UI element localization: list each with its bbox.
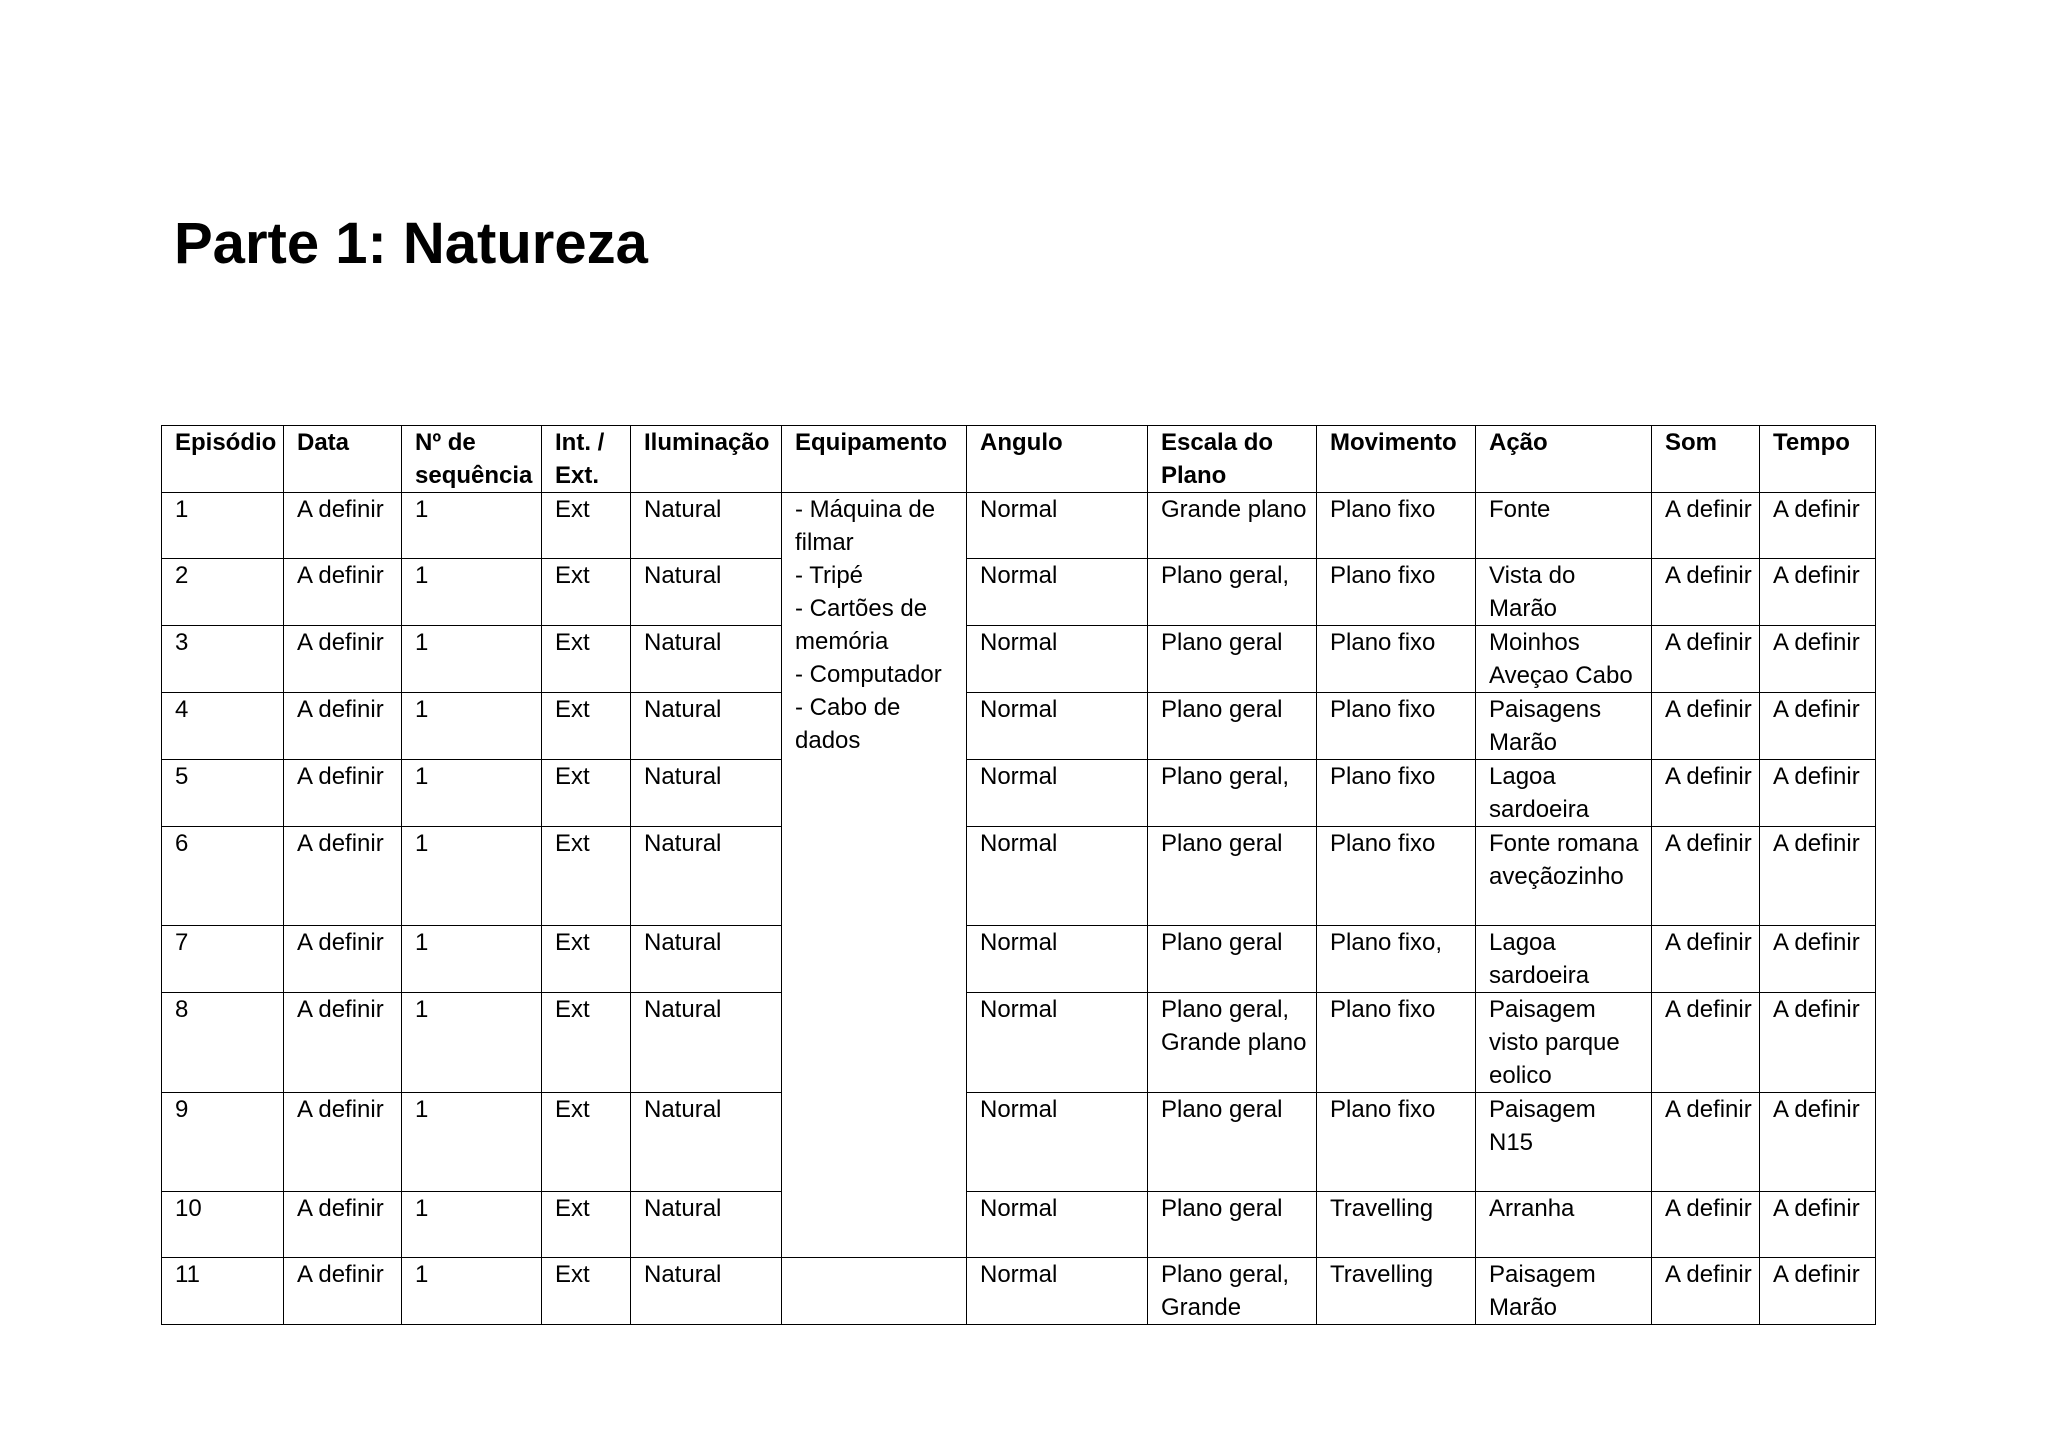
movement-cell: Plano fixo xyxy=(1317,626,1476,693)
action-cell: Paisagem Marão xyxy=(1476,1258,1652,1325)
int-ext-cell: Ext xyxy=(542,760,631,827)
lighting-cell: Natural xyxy=(631,760,782,827)
shot-scale-cell: Plano geral xyxy=(1148,626,1317,693)
int-ext-cell: Ext xyxy=(542,693,631,760)
episode-cell: 10 xyxy=(162,1192,284,1258)
int-ext-cell: Ext xyxy=(542,1093,631,1192)
header-cell: Escala do Plano xyxy=(1148,426,1317,493)
movement-cell: Travelling xyxy=(1317,1258,1476,1325)
header-cell: Ação xyxy=(1476,426,1652,493)
movement-cell: Plano fixo xyxy=(1317,993,1476,1093)
table-row xyxy=(162,926,1876,993)
equipment-cell-empty xyxy=(782,1258,967,1325)
sound-cell: A definir xyxy=(1652,626,1760,693)
int-ext-cell: Ext xyxy=(542,626,631,693)
action-cell: Fonte romana aveçãozinho xyxy=(1476,827,1652,926)
lighting-cell: Natural xyxy=(631,993,782,1093)
sound-cell: A definir xyxy=(1652,926,1760,993)
date-cell: A definir xyxy=(284,559,402,626)
time-cell: A definir xyxy=(1760,1192,1876,1258)
angle-cell: Normal xyxy=(967,559,1148,626)
int-ext-cell: Ext xyxy=(542,993,631,1093)
angle-cell: Normal xyxy=(967,493,1148,559)
angle-cell: Normal xyxy=(967,693,1148,760)
episode-cell: 2 xyxy=(162,559,284,626)
sequence-cell: 1 xyxy=(402,760,542,827)
table-row xyxy=(162,760,1876,827)
episode-cell: 4 xyxy=(162,693,284,760)
movement-cell: Plano fixo xyxy=(1317,1093,1476,1192)
episode-cell: 5 xyxy=(162,760,284,827)
date-cell: A definir xyxy=(284,1258,402,1325)
sound-cell: A definir xyxy=(1652,1093,1760,1192)
lighting-cell: Natural xyxy=(631,493,782,559)
int-ext-cell: Ext xyxy=(542,1192,631,1258)
lighting-cell: Natural xyxy=(631,626,782,693)
angle-cell: Normal xyxy=(967,993,1148,1093)
sound-cell: A definir xyxy=(1652,1192,1760,1258)
movement-cell: Plano fixo xyxy=(1317,693,1476,760)
episode-cell: 9 xyxy=(162,1093,284,1192)
lighting-cell: Natural xyxy=(631,926,782,993)
lighting-cell: Natural xyxy=(631,1093,782,1192)
lighting-cell: Natural xyxy=(631,693,782,760)
time-cell: A definir xyxy=(1760,559,1876,626)
sequence-cell: 1 xyxy=(402,626,542,693)
time-cell: A definir xyxy=(1760,827,1876,926)
action-cell: Lagoa sardoeira xyxy=(1476,926,1652,993)
shot-scale-cell: Grande plano xyxy=(1148,493,1317,559)
table-row xyxy=(162,693,1876,760)
time-cell: A definir xyxy=(1760,693,1876,760)
movement-cell: Plano fixo xyxy=(1317,760,1476,827)
page-title: Parte 1: Natureza xyxy=(174,211,648,276)
int-ext-cell: Ext xyxy=(542,926,631,993)
date-cell: A definir xyxy=(284,626,402,693)
date-cell: A definir xyxy=(284,760,402,827)
angle-cell: Normal xyxy=(967,1093,1148,1192)
movement-cell: Plano fixo xyxy=(1317,827,1476,926)
table-row xyxy=(162,493,1876,559)
action-cell: Vista do Marão xyxy=(1476,559,1652,626)
date-cell: A definir xyxy=(284,827,402,926)
int-ext-cell: Ext xyxy=(542,493,631,559)
angle-cell: Normal xyxy=(967,827,1148,926)
sequence-cell: 1 xyxy=(402,1192,542,1258)
sound-cell: A definir xyxy=(1652,693,1760,760)
header-cell: Angulo xyxy=(967,426,1148,493)
sequence-cell: 1 xyxy=(402,827,542,926)
shot-scale-cell: Plano geral, Grande xyxy=(1148,1258,1317,1325)
time-cell: A definir xyxy=(1760,1093,1876,1192)
time-cell: A definir xyxy=(1760,626,1876,693)
time-cell: A definir xyxy=(1760,926,1876,993)
table-body xyxy=(162,493,1876,1325)
episode-cell: 8 xyxy=(162,993,284,1093)
action-cell: Arranha xyxy=(1476,1192,1652,1258)
date-cell: A definir xyxy=(284,1093,402,1192)
table-row xyxy=(162,1258,1876,1325)
sound-cell: A definir xyxy=(1652,760,1760,827)
shot-scale-cell: Plano geral, xyxy=(1148,760,1317,827)
date-cell: A definir xyxy=(284,926,402,993)
episode-cell: 1 xyxy=(162,493,284,559)
header-cell: Tempo xyxy=(1760,426,1876,493)
sequence-cell: 1 xyxy=(402,993,542,1093)
sequence-cell: 1 xyxy=(402,693,542,760)
header-cell: Nº de sequência xyxy=(402,426,542,493)
movement-cell: Plano fixo, xyxy=(1317,926,1476,993)
angle-cell: Normal xyxy=(967,926,1148,993)
sound-cell: A definir xyxy=(1652,1258,1760,1325)
int-ext-cell: Ext xyxy=(542,1258,631,1325)
header-row xyxy=(162,426,1876,493)
shot-scale-cell: Plano geral xyxy=(1148,926,1317,993)
sequence-cell: 1 xyxy=(402,926,542,993)
episode-cell: 11 xyxy=(162,1258,284,1325)
header-cell: Episódio xyxy=(162,426,284,493)
episode-cell: 6 xyxy=(162,827,284,926)
movement-cell: Travelling xyxy=(1317,1192,1476,1258)
date-cell: A definir xyxy=(284,993,402,1093)
angle-cell: Normal xyxy=(967,760,1148,827)
sequence-cell: 1 xyxy=(402,1093,542,1192)
int-ext-cell: Ext xyxy=(542,559,631,626)
table-row xyxy=(162,827,1876,926)
shot-scale-cell: Plano geral xyxy=(1148,827,1317,926)
header-cell: Int. / Ext. xyxy=(542,426,631,493)
shooting-schedule-table xyxy=(161,425,1876,1325)
table-row xyxy=(162,559,1876,626)
header-cell: Data xyxy=(284,426,402,493)
shot-scale-cell: Plano geral xyxy=(1148,693,1317,760)
lighting-cell: Natural xyxy=(631,1192,782,1258)
time-cell: A definir xyxy=(1760,993,1876,1093)
action-cell: Moinhos Aveçao Cabo xyxy=(1476,626,1652,693)
date-cell: A definir xyxy=(284,693,402,760)
movement-cell: Plano fixo xyxy=(1317,493,1476,559)
time-cell: A definir xyxy=(1760,493,1876,559)
header-cell: Iluminação xyxy=(631,426,782,493)
action-cell: Paisagem visto parque eolico xyxy=(1476,993,1652,1093)
shot-scale-cell: Plano geral xyxy=(1148,1192,1317,1258)
angle-cell: Normal xyxy=(967,1192,1148,1258)
table-row xyxy=(162,1093,1876,1192)
lighting-cell: Natural xyxy=(631,827,782,926)
header-cell: Som xyxy=(1652,426,1760,493)
sequence-cell: 1 xyxy=(402,559,542,626)
sequence-cell: 1 xyxy=(402,493,542,559)
action-cell: Lagoa sardoeira xyxy=(1476,760,1652,827)
action-cell: Paisagem N15 xyxy=(1476,1093,1652,1192)
episode-cell: 3 xyxy=(162,626,284,693)
date-cell: A definir xyxy=(284,493,402,559)
shot-scale-cell: Plano geral, Grande plano xyxy=(1148,993,1317,1093)
time-cell: A definir xyxy=(1760,760,1876,827)
date-cell: A definir xyxy=(284,1192,402,1258)
table-row xyxy=(162,993,1876,1093)
action-cell: Paisagens Marão xyxy=(1476,693,1652,760)
action-cell: Fonte xyxy=(1476,493,1652,559)
table-row xyxy=(162,1192,1876,1258)
sequence-cell: 1 xyxy=(402,1258,542,1325)
equipment-cell: - Máquina de filmar - Tripé - Cartões de memória - Computador - Cabo de dados xyxy=(782,493,967,1258)
table-row xyxy=(162,626,1876,693)
sound-cell: A definir xyxy=(1652,827,1760,926)
int-ext-cell: Ext xyxy=(542,827,631,926)
sound-cell: A definir xyxy=(1652,493,1760,559)
shot-scale-cell: Plano geral, xyxy=(1148,559,1317,626)
lighting-cell: Natural xyxy=(631,559,782,626)
time-cell: A definir xyxy=(1760,1258,1876,1325)
sound-cell: A definir xyxy=(1652,993,1760,1093)
shot-scale-cell: Plano geral xyxy=(1148,1093,1317,1192)
header-cell: Movimento xyxy=(1317,426,1476,493)
episode-cell: 7 xyxy=(162,926,284,993)
sound-cell: A definir xyxy=(1652,559,1760,626)
header-cell: Equipamento xyxy=(782,426,967,493)
movement-cell: Plano fixo xyxy=(1317,559,1476,626)
lighting-cell: Natural xyxy=(631,1258,782,1325)
angle-cell: Normal xyxy=(967,626,1148,693)
angle-cell: Normal xyxy=(967,1258,1148,1325)
